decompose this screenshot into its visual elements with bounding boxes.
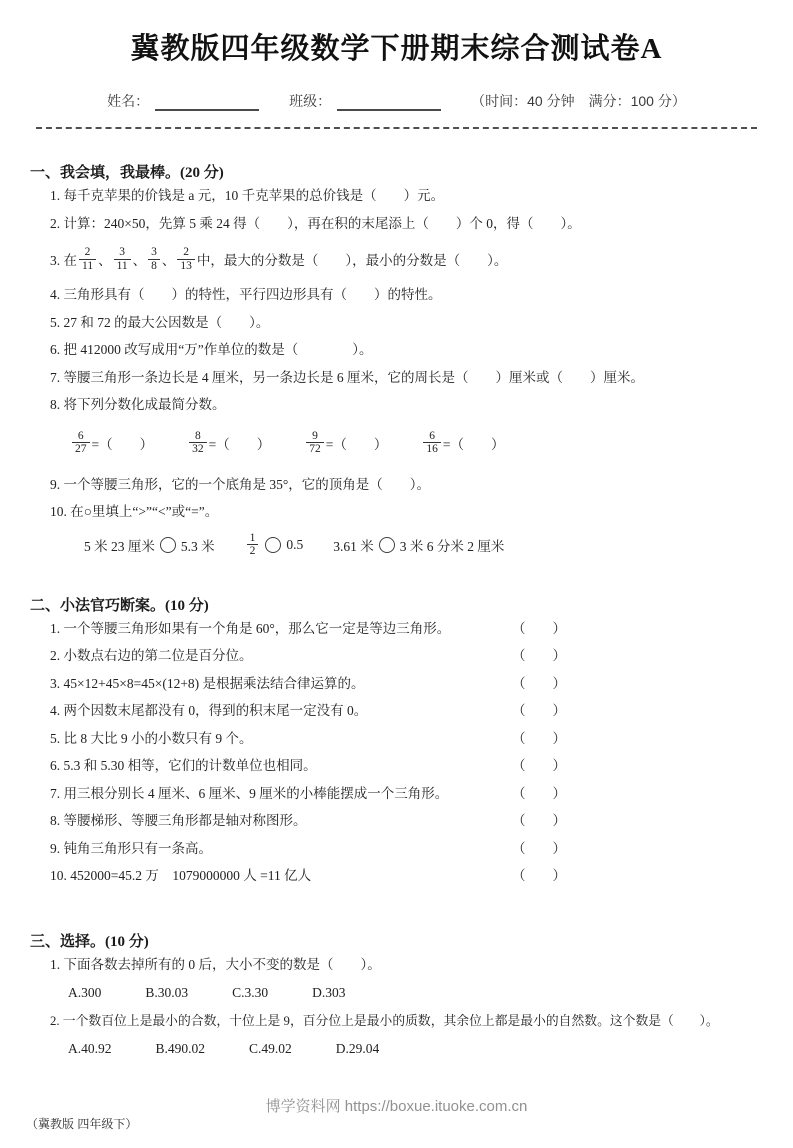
fraction-equation — [304, 430, 387, 455]
answer-paren: （ ） — [512, 620, 566, 636]
tf-item: 6. 5.3 和 5.30 相等，它们的计数单位也相同。 （ ） — [50, 752, 763, 780]
equals-blank: =（ ） — [325, 436, 388, 452]
name-blank — [155, 96, 259, 111]
fraction-equation — [421, 430, 504, 455]
tf-item: 2. 小数点右边的第二位是百分位。 （ ） — [50, 642, 763, 670]
tf-item: 8. 等腰梯形、等腰三角形都是轴对称图形。 （ ） — [50, 807, 763, 835]
option-b: B.490.02 — [155, 1040, 206, 1056]
tf-item: 5. 比 8 大比 9 小的小数只有 9 个。 （ ） — [50, 725, 763, 753]
fraction: $\frac{2}{13}$ — [177, 246, 195, 271]
section2-heading: 二、小法官巧断案。(10 分) — [30, 597, 209, 614]
sec3-q2-options — [68, 1035, 763, 1063]
fraction: $\frac{6}{16}$ — [423, 430, 441, 455]
fraction: $\frac{3}{8}$ — [148, 246, 160, 271]
compare-pair: 5 米 23 厘米 5.3 米 — [84, 538, 215, 554]
fraction: $\frac{6}{27}$ — [72, 430, 90, 455]
sec1-q8: 8. 将下列分数化成最简分数。 — [50, 397, 226, 412]
compare-circle — [265, 537, 281, 553]
answer-paren: （ ） — [512, 730, 566, 746]
fraction: $\frac{9}{72}$ — [306, 430, 324, 455]
option-d: D.303 — [312, 984, 346, 1000]
tf-item: 3. 45×12+45×8=45×(12+8) 是根据乘法结合律运算的。 （ ） — [50, 670, 763, 698]
page-title: 冀教版四年级数学下册期末综合测试卷A — [130, 33, 663, 65]
equals-blank: =（ ） — [442, 436, 505, 452]
sec3-q2-stem: 2. 一个数百位上是最小的合数，十位上是 9，百分位上是最小的质数，其余位上都是最小的自然数。这个数是（ ）。 — [50, 1013, 719, 1028]
separator: 、 — [98, 253, 112, 268]
name-field — [107, 91, 259, 111]
answer-paren: （ ） — [512, 840, 566, 856]
fraction: $\frac{2}{11}$ — [79, 246, 96, 271]
separator: 、 — [161, 253, 176, 268]
class-field — [289, 91, 441, 111]
sec1-q4: 4. 三角形具有（ ）的特性，平行四边形具有（ ）的特性。 — [50, 287, 442, 302]
sec1-q7: 7. 等腰三角形一条边长是 4 厘米，另一条边长是 6 厘米，它的周长是（ ）厘米或（ ）厘米。 — [50, 369, 644, 385]
answer-paren: （ ） — [512, 868, 566, 883]
sec1-q3-post: 中，最大的分数是（ ），最小的分数是（ ）。 — [196, 253, 508, 268]
student-info-row — [30, 91, 763, 111]
sec1-q3-pre: 3. 在 — [50, 253, 77, 268]
option-b: B.30.03 — [145, 984, 189, 1000]
tf-item: 7. 用三根分别长 4 厘米、6 厘米、9 厘米的小棒能摆成一个三角形。 （ ） — [50, 780, 763, 808]
section3-heading: 三、选择。(10 分) — [30, 933, 149, 950]
sec1-q5: 5. 27 和 72 的最大公因数是（ ）。 — [50, 314, 270, 330]
answer-paren: （ ） — [512, 758, 566, 773]
answer-paren: （ ） — [512, 675, 566, 691]
tf-item: 4. 两个因数末尾都没有 0，得到的积末尾一定没有 0。 （ ） — [50, 697, 763, 725]
sec1-q6: 6. 把 412000 改写成用“万”作单位的数是（ ）。 — [50, 342, 373, 357]
option-c: C.3.30 — [232, 984, 269, 1000]
equals-blank: =（ ） — [208, 436, 271, 452]
fraction-equation — [187, 430, 270, 455]
sec1-q8-fractions — [70, 425, 763, 461]
option-a: A.300 — [68, 984, 102, 1000]
answer-paren: （ ） — [512, 785, 566, 801]
sec1-q1: 1. 每千克苹果的价钱是 a 元，10 千克苹果的总价钱是（ ）元。 — [50, 188, 445, 203]
section2-items — [30, 615, 763, 890]
compare-pair: $\frac{1}{2}$ 0.5 — [245, 532, 304, 557]
section1-items — [30, 182, 763, 560]
time-score-note: （时间：40 分钟 满分：100 分） — [471, 93, 686, 109]
compare-pair: 3.61 米 3 米 6 分米 2 厘米 — [333, 538, 505, 554]
equals-blank: =（ ） — [91, 436, 154, 452]
section1-heading: 一、我会填，我最棒。(20 分) — [30, 165, 224, 181]
sec3-q1-stem: 1. 下面各数去掉所有的 0 后，大小不变的数是（ ）。 — [50, 956, 381, 972]
answer-paren: （ ） — [512, 703, 566, 718]
tf-item: 1. 一个等腰三角形如果有一个角是 60°，那么它一定是等边三角形。 （ ） — [50, 615, 763, 643]
test-paper-page — [0, 26, 793, 1063]
option-d: D.29.04 — [335, 1040, 380, 1056]
option-a: A.40.92 — [68, 1040, 112, 1056]
edition-note: （冀教版 四年级下） — [26, 1117, 138, 1131]
sec1-q2: 2. 计算：240×50，先算 5 乘 24 得（ ），再在积的末尾添上（ ）个 0，得（ ）。 — [50, 215, 581, 231]
answer-paren: （ ） — [512, 813, 566, 828]
name-label: 姓名： — [107, 93, 150, 109]
compare-circle — [379, 537, 395, 553]
class-label: 班级： — [289, 93, 332, 109]
fraction: $\frac{3}{11}$ — [114, 246, 131, 271]
tf-item: 10. 452000=45.2 万 1079000000 人 =11 亿人 （ ） — [50, 862, 763, 890]
fraction: $\frac{1}{2}$ — [247, 532, 259, 557]
option-c: C.49.02 — [249, 1040, 292, 1056]
answer-paren: （ ） — [512, 648, 566, 663]
fraction: $\frac{8}{32}$ — [189, 430, 207, 455]
sec1-q10: 10. 在○里填上“>”“<”或“=”。 — [50, 504, 219, 519]
separator: 、 — [132, 253, 147, 268]
sec3-q1-options — [68, 979, 763, 1007]
class-blank — [337, 96, 441, 111]
fraction-equation — [70, 430, 153, 455]
sec1-q10-compare — [84, 530, 763, 560]
watermark-text: 博学资料网 https://boxue.ituoke.com.cn — [265, 1098, 528, 1115]
sec1-q3 — [50, 237, 763, 281]
sec1-q9: 9. 一个等腰三角形，它的一个底角是 35°，它的顶角是（ ）。 — [50, 476, 431, 492]
section3-items — [30, 951, 763, 1063]
dashed-separator — [36, 127, 757, 129]
compare-circle — [160, 537, 176, 553]
tf-item: 9. 钝角三角形只有一条高。 （ ） — [50, 835, 763, 863]
